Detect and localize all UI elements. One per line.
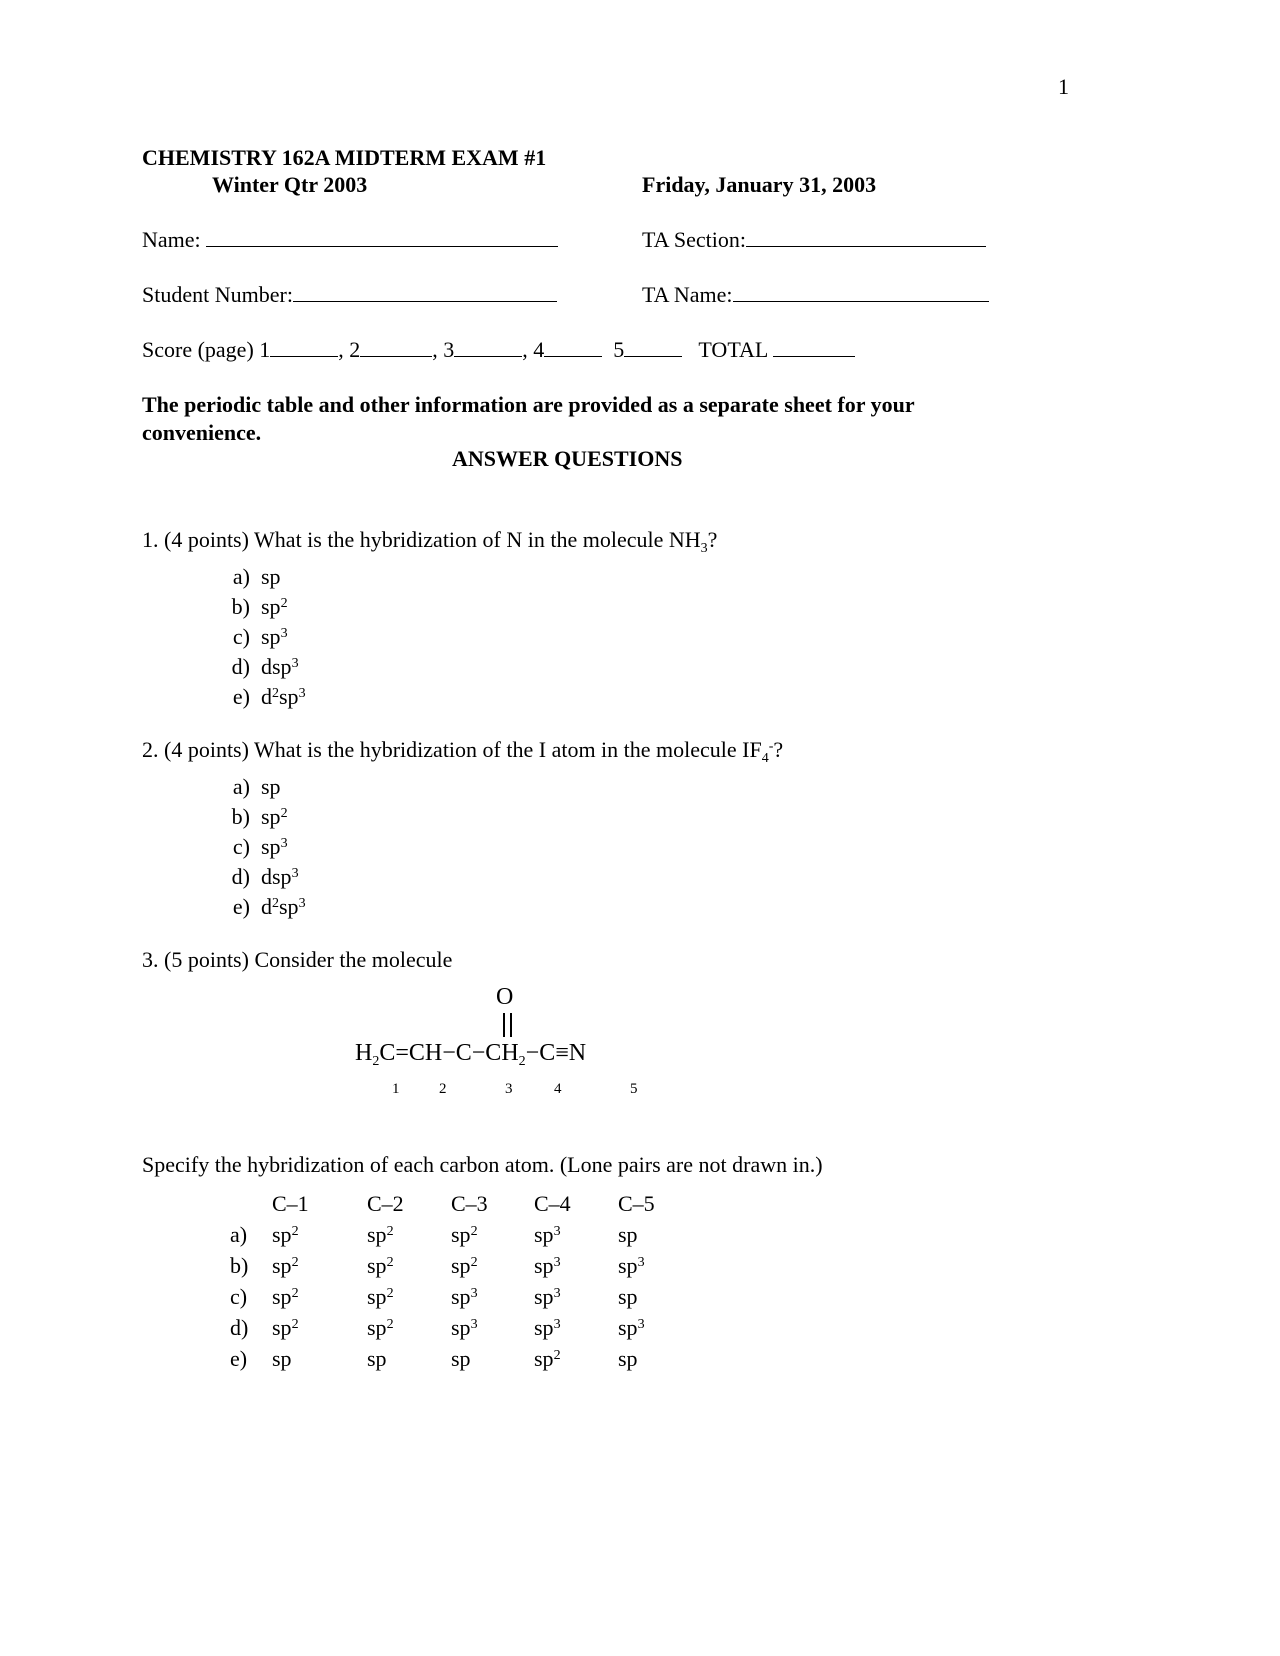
hyb-value: sp [534, 1283, 554, 1309]
option-value: dsp [261, 864, 292, 889]
page-number: 1 [1058, 74, 1069, 99]
hybridization-cell [534, 1219, 618, 1250]
option-value: sp [261, 774, 281, 799]
exam-term: Winter Qtr 2003 [212, 172, 368, 197]
option-sup: 2 [280, 806, 288, 821]
option-sup: 2 [280, 596, 288, 611]
hyb-sup: 3 [637, 1254, 645, 1270]
hybridization-cell [451, 1250, 534, 1281]
hyb-value: sp [272, 1314, 292, 1340]
option-letter: e) [230, 1345, 248, 1371]
section-title: ANSWER QUESTIONS [452, 446, 683, 471]
carbon-number: 1 [392, 1081, 400, 1097]
score-blank-2[interactable] [360, 338, 432, 357]
double-bond-line [510, 1013, 512, 1037]
f1s: 2 [372, 1054, 380, 1069]
hyb-value: sp [272, 1252, 292, 1278]
hyb-sup: 2 [386, 1285, 394, 1301]
carbon-number: 5 [630, 1081, 638, 1097]
hybridization-cell [451, 1312, 534, 1343]
score-blank-1[interactable] [270, 338, 338, 357]
option-sup: 2 [272, 896, 279, 911]
question-1 [142, 527, 717, 557]
hyb-sup: 2 [386, 1316, 394, 1332]
q3-options-table [230, 1188, 678, 1374]
option-letter: e) [232, 894, 250, 919]
hyb-sup: 2 [386, 1254, 394, 1270]
option-letter: d) [230, 1314, 249, 1340]
notice: The periodic table and other information are provided as a separate sheet for your convenience. [142, 392, 915, 445]
option-sup: 3 [280, 626, 288, 641]
column-header: C–3 [451, 1190, 488, 1216]
score-blank-4[interactable] [544, 338, 602, 357]
answer-option-row[interactable] [230, 1219, 678, 1250]
oxygen-atom: O [496, 984, 514, 1010]
hyb-sup: 2 [291, 1254, 299, 1270]
option-letter: c) [230, 1283, 248, 1309]
f2s: 2 [518, 1054, 526, 1069]
ta-name-blank[interactable] [733, 283, 989, 302]
name-blank[interactable] [206, 228, 558, 247]
answer-option[interactable] [230, 804, 288, 830]
hybridization-cell [534, 1281, 618, 1312]
hyb-sup: 2 [291, 1316, 299, 1332]
hybridization-cell [272, 1312, 367, 1343]
score-label-4: , 4 [522, 337, 545, 362]
carbon-number: 3 [505, 1081, 513, 1097]
hyb-value: sp [451, 1252, 471, 1278]
hyb-value: sp [534, 1252, 554, 1278]
option-sup: 3 [291, 866, 299, 881]
option-letter: a) [232, 774, 250, 799]
score-label: Score (page) 1 [142, 337, 271, 362]
f2: C=CH−C−CH [379, 1040, 519, 1066]
q2-sub: 4 [761, 751, 769, 766]
hyb-value: sp [367, 1252, 387, 1278]
hyb-value: sp [367, 1283, 387, 1309]
hyb-sup: 2 [553, 1347, 561, 1363]
ta-name-label: TA Name: [642, 282, 733, 307]
hyb-value: sp [451, 1283, 471, 1309]
hyb-sup: 3 [470, 1316, 478, 1332]
column-header: C–2 [367, 1190, 404, 1216]
option-sup-2: 3 [298, 896, 306, 911]
total-blank[interactable] [773, 338, 855, 357]
hybridization-cell [451, 1281, 534, 1312]
hyb-value: sp [451, 1221, 471, 1247]
q2-sup: - [768, 739, 774, 754]
hyb-value: sp [618, 1314, 638, 1340]
hyb-sup: 2 [291, 1223, 299, 1239]
ta-name-field[interactable] [642, 282, 989, 308]
table-header-row [230, 1188, 678, 1219]
question-3: 3. (5 points) Consider the molecule [142, 947, 453, 972]
hyb-sup: 2 [386, 1223, 394, 1239]
score-label-5: 5 [613, 337, 625, 362]
score-label-3: , 3 [432, 337, 455, 362]
hyb-value: sp [618, 1283, 638, 1309]
hybridization-cell [534, 1250, 618, 1281]
option-letter: d) [231, 864, 250, 889]
option-sup-2: 3 [298, 686, 306, 701]
score-row [142, 337, 855, 363]
option-letter: a) [230, 1221, 248, 1247]
option-letter: b) [231, 594, 250, 619]
ta-section-label: TA Section: [642, 227, 746, 252]
name-field[interactable] [142, 227, 558, 253]
student-number-field[interactable] [142, 282, 557, 308]
hybridization-cell [451, 1343, 534, 1374]
hybridization-cell [534, 1312, 618, 1343]
hyb-value: sp [534, 1221, 554, 1247]
option-letter: d) [231, 654, 250, 679]
hyb-value: sp [618, 1345, 638, 1371]
hybridization-cell [367, 1250, 451, 1281]
answer-option[interactable] [230, 864, 299, 890]
answer-option[interactable] [230, 684, 306, 710]
exam-date: Friday, January 31, 2003 [642, 172, 877, 197]
option-sup: 2 [272, 686, 279, 701]
hybridization-cell [618, 1281, 678, 1312]
carbon-number: 4 [554, 1081, 562, 1097]
option-letter: b) [231, 804, 250, 829]
q2-text: 2. (4 points) What is the hybridization of the I atom in the molecule IF [142, 737, 762, 762]
option-value: sp [261, 834, 281, 859]
option-letter: e) [232, 684, 250, 709]
question-2 [142, 737, 783, 767]
total-label: TOTAL [698, 337, 768, 362]
hybridization-cell [272, 1219, 367, 1250]
hyb-value: sp [272, 1345, 292, 1371]
double-bond-line [503, 1013, 505, 1037]
option-letter: a) [232, 564, 250, 589]
answer-option-row[interactable] [230, 1343, 678, 1374]
answer-option-row[interactable] [230, 1281, 678, 1312]
hyb-value: sp [534, 1314, 554, 1340]
hyb-value: sp [534, 1345, 554, 1371]
answer-option[interactable] [230, 624, 288, 650]
option-letter: c) [232, 624, 250, 649]
hyb-sup: 3 [470, 1285, 478, 1301]
q1-text: 1. (4 points) What is the hybridization of N in the molecule NH [142, 527, 701, 552]
hyb-value: sp [618, 1221, 638, 1247]
name-label: Name: [142, 227, 201, 252]
column-header: C–4 [534, 1190, 571, 1216]
option-value-2: sp [279, 684, 299, 709]
hybridization-cell [272, 1250, 367, 1281]
hyb-sup: 3 [553, 1285, 561, 1301]
score-label-2: , 2 [338, 337, 361, 362]
hyb-sup: 3 [553, 1316, 561, 1332]
hybridization-cell [367, 1219, 451, 1250]
hybridization-cell [618, 1343, 678, 1374]
exam-title: CHEMISTRY 162A MIDTERM EXAM #1 [142, 145, 547, 170]
column-header: C–5 [618, 1190, 655, 1216]
q2-end: ? [773, 737, 784, 762]
answer-option-row[interactable] [230, 1250, 678, 1281]
hybridization-cell [367, 1343, 451, 1374]
hyb-sup: 3 [553, 1254, 561, 1270]
hyb-value: sp [618, 1252, 638, 1278]
answer-option[interactable] [230, 894, 306, 920]
student-number-blank[interactable] [293, 283, 557, 302]
q1-end: ? [707, 527, 718, 552]
hybridization-cell [367, 1281, 451, 1312]
ta-section-field[interactable] [642, 227, 986, 253]
score-blank-3[interactable] [454, 338, 522, 357]
hyb-value: sp [451, 1345, 471, 1371]
option-sup: 3 [291, 656, 299, 671]
option-value: sp [261, 564, 281, 589]
hyb-value: sp [272, 1221, 292, 1247]
answer-option[interactable] [230, 774, 281, 800]
option-value: d [261, 894, 272, 919]
option-value: sp [261, 594, 281, 619]
hybridization-cell [367, 1312, 451, 1343]
option-value: d [261, 684, 272, 709]
q3-prompt: Specify the hybridization of each carbon atom. (Lone pairs are not drawn in.) [142, 1152, 823, 1177]
hybridization-cell [534, 1343, 618, 1374]
answer-option-row[interactable] [230, 1312, 678, 1343]
option-sup: 3 [280, 836, 288, 851]
option-value: sp [261, 804, 281, 829]
hyb-value: sp [367, 1314, 387, 1340]
hybridization-cell [618, 1219, 678, 1250]
option-value: sp [261, 624, 281, 649]
hybridization-cell [618, 1250, 678, 1281]
hybridization-cell [451, 1219, 534, 1250]
option-value: dsp [261, 654, 292, 679]
ta-section-blank[interactable] [746, 228, 986, 247]
hyb-value: sp [451, 1314, 471, 1340]
hyb-sup: 2 [470, 1254, 478, 1270]
column-header: C–1 [272, 1190, 309, 1216]
option-letter: b) [230, 1252, 249, 1278]
hyb-sup: 2 [291, 1285, 299, 1301]
hyb-sup: 3 [637, 1316, 645, 1332]
hyb-value: sp [272, 1283, 292, 1309]
answer-option[interactable] [230, 834, 288, 860]
blank-cell [230, 1188, 272, 1219]
option-value-2: sp [279, 894, 299, 919]
option-letter: c) [232, 834, 250, 859]
hyb-value: sp [367, 1345, 387, 1371]
student-number-label: Student Number: [142, 282, 293, 307]
hyb-sup: 3 [553, 1223, 561, 1239]
answer-option[interactable] [230, 594, 288, 620]
hyb-value: sp [367, 1221, 387, 1247]
hybridization-cell [272, 1343, 367, 1374]
f1: H [355, 1040, 373, 1066]
hyb-sup: 2 [470, 1223, 478, 1239]
hybridization-cell [618, 1312, 678, 1343]
score-blank-5[interactable] [624, 338, 682, 357]
q1-sub: 3 [700, 541, 708, 556]
answer-option[interactable] [230, 564, 281, 590]
answer-option[interactable] [230, 654, 299, 680]
hybridization-cell [272, 1281, 367, 1312]
f3: −C≡N [525, 1040, 587, 1066]
carbon-number: 2 [439, 1081, 447, 1097]
molecule-formula [355, 1040, 586, 1070]
